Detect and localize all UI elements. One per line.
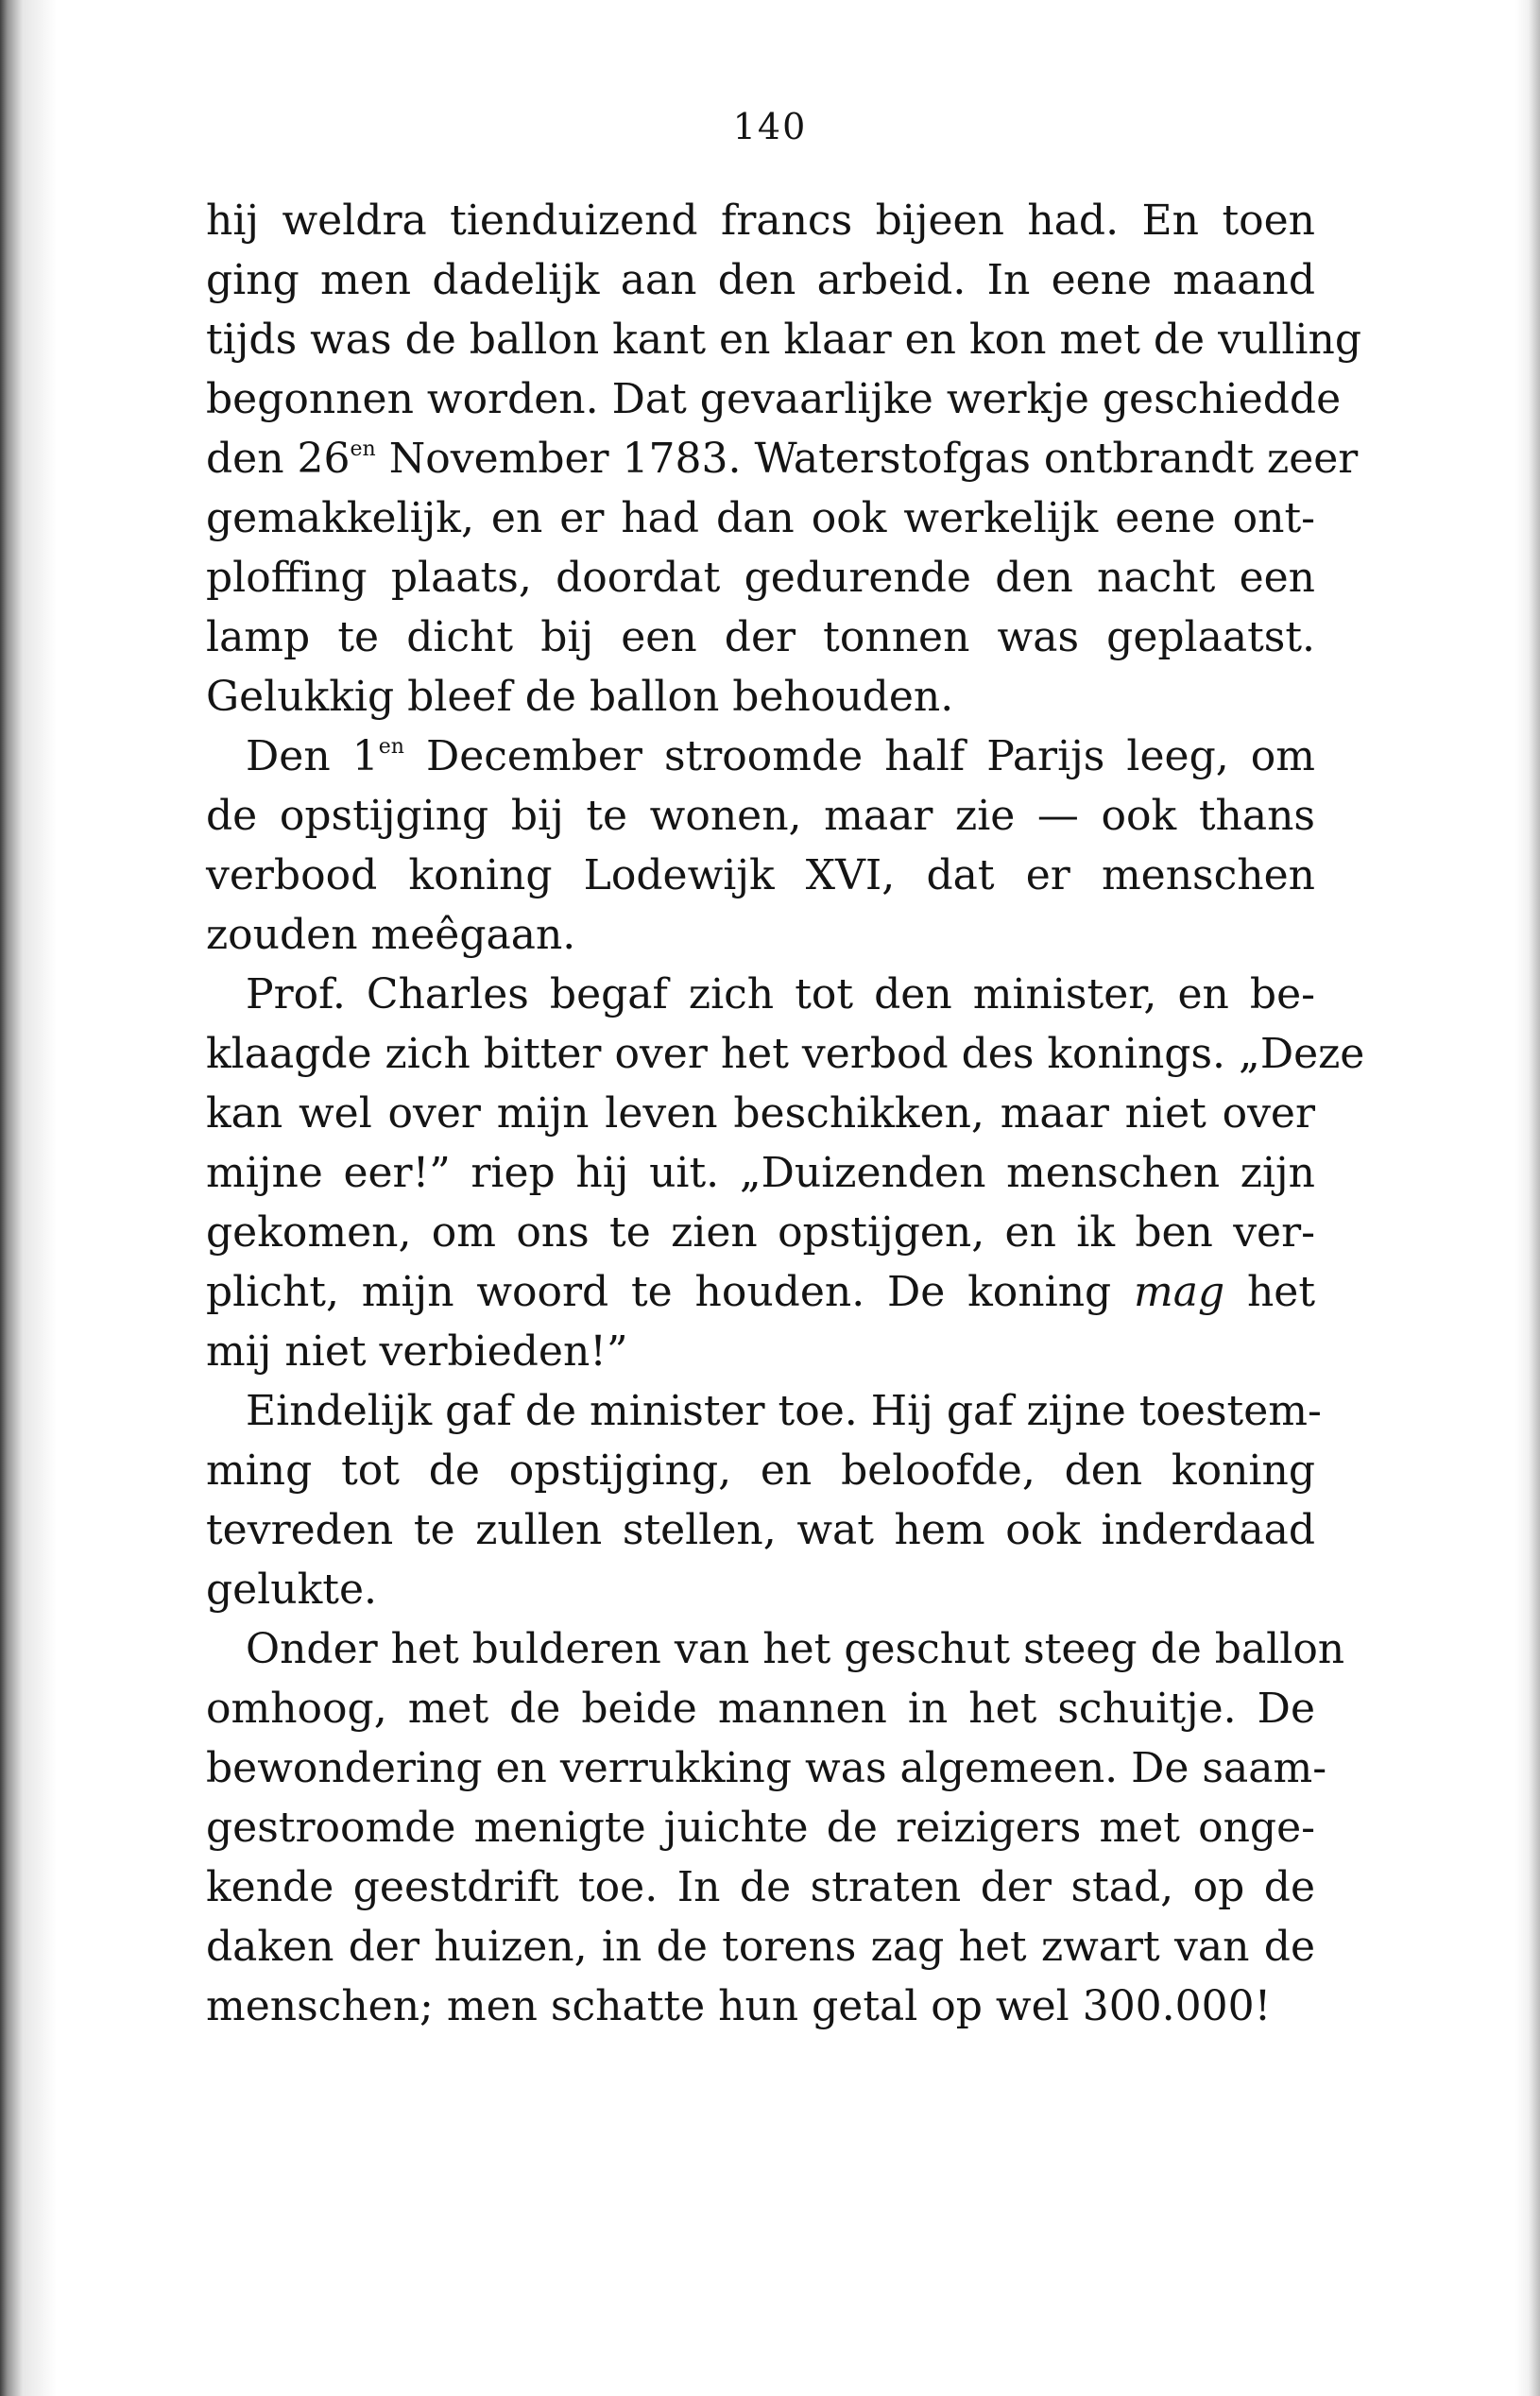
text-line: ming tot de opstijging, en beloofde, den koning xyxy=(206,1446,1315,1495)
text-line: Eindelijk gaf de minister toe. Hij gaf zijne toestem- xyxy=(246,1387,1322,1435)
text-line: Prof. Charles begaf zich tot den minister, en be- xyxy=(246,970,1315,1018)
text-line: verbood koning Lodewijk XVI, dat er menschen xyxy=(206,851,1315,899)
text-line: ploffing plaats, doordat gedurende den nacht een xyxy=(206,554,1315,602)
text-line: Gelukkig bleef de ballon behouden. xyxy=(206,673,954,721)
page-number: 140 xyxy=(732,106,808,147)
text-line: begonnen worden. Dat gevaarlijke werkje geschiedde xyxy=(206,375,1342,423)
text-line: lamp te dicht bij een der tonnen was geplaatst. xyxy=(206,613,1315,661)
text-line: plicht, mijn woord te houden. De koning mag het xyxy=(206,1268,1316,1316)
text-line: kan wel over mijn leven beschikken, maar niet over xyxy=(206,1089,1315,1138)
text-line: omhoog, met de beide mannen in het schuitje. De xyxy=(206,1685,1315,1733)
text-line: Onder het bulderen van het geschut steeg de ballon xyxy=(246,1625,1345,1673)
text-line: gekomen, om ons te zien opstijgen, en ik ben ver- xyxy=(206,1208,1315,1257)
text-line: zouden meêgaan. xyxy=(206,911,576,959)
text-line: tevreden te zullen stellen, wat hem ook inderdaad xyxy=(206,1506,1315,1554)
scan-left-edge-shadow xyxy=(0,0,57,2396)
text-line: menschen; men schatte hun getal op wel 300.000! xyxy=(206,1982,1272,2030)
text-line: bewondering en verrukking was algemeen. De saam- xyxy=(206,1744,1327,1792)
text-line: hij weldra tienduizend francs bijeen had. En toen xyxy=(206,197,1315,245)
text-line: den $26^{en}$ November 1783. Waterstofgas ontbrandt zeer xyxy=(206,435,1359,483)
text-line: kende geestdrift toe. In de straten der stad, op de xyxy=(206,1863,1315,1911)
emphasis: mag xyxy=(1134,1268,1225,1316)
text-line: daken der huizen, in de torens zag het zwart van de xyxy=(206,1923,1315,1971)
text-line: ging men dadelijk aan den arbeid. In eene maand xyxy=(206,256,1315,304)
superscript: en xyxy=(378,735,404,759)
text-line: mij niet verbieden!” xyxy=(206,1327,628,1376)
text-line: gemakkelijk, en er had dan ook werkelijk eene ont- xyxy=(206,494,1315,542)
text-line: mijne eer!” riep hij uit. „Duizenden menschen zijn xyxy=(206,1149,1315,1197)
text-line: klaagde zich bitter over het verbod des konings. „Deze xyxy=(206,1030,1365,1078)
text-line: gestroomde menigte juichte de reizigers met onge- xyxy=(206,1804,1315,1852)
text-line: de opstijging bij te wonen, maar zie — ook thans xyxy=(206,792,1315,840)
text-line: Den $1^{en}$ December stroomde half Parijs leeg, om xyxy=(246,732,1315,780)
body-text xyxy=(206,191,1365,2036)
text-line: gelukte. xyxy=(206,1566,377,1614)
superscript: en xyxy=(350,437,376,461)
text-line: tijds was de ballon kant en klaar en kon met de vulling xyxy=(206,316,1361,364)
scan-right-edge-shadow xyxy=(1515,0,1540,2396)
